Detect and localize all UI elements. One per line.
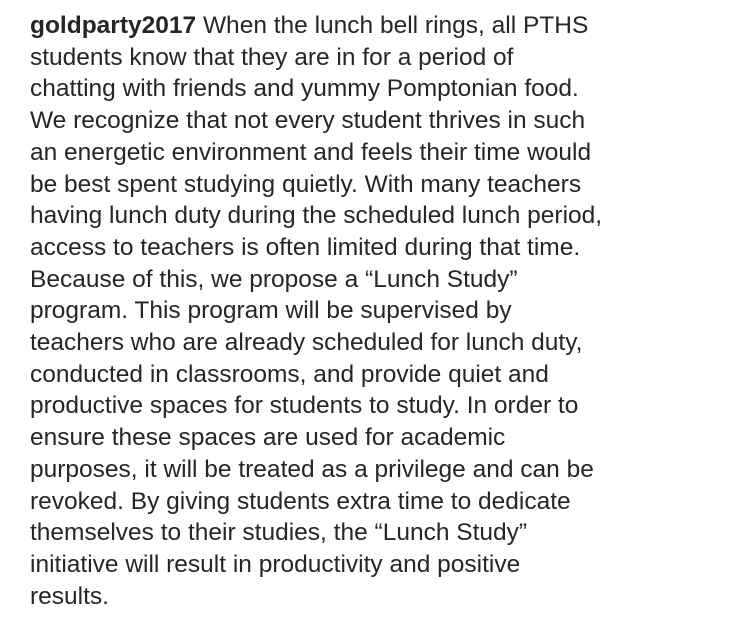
- caption-line: access to teachers is often limited during that time.: [30, 233, 581, 261]
- caption-line: teachers who are already scheduled for lunch duty,: [30, 329, 583, 357]
- caption-line: We recognize that not every student thrives in such: [30, 107, 586, 135]
- caption-line: conducted in classrooms, and provide quiet and: [30, 360, 549, 388]
- caption-line: purposes, it will be treated as a privilege and can be: [30, 455, 594, 483]
- caption-line: revoked. By giving students extra time to dedicate: [30, 487, 571, 515]
- caption-line: themselves to their studies, the “Lunch Study”: [30, 519, 528, 547]
- caption-text: When the lunch bell rings, all PTHS: [202, 12, 589, 39]
- username-link[interactable]: goldparty2017: [30, 12, 197, 39]
- caption-line: Because of this, we propose a “Lunch Study”: [30, 265, 518, 293]
- caption-line: an energetic environment and feels their time would: [30, 138, 592, 166]
- caption-line: results.: [30, 582, 109, 610]
- caption-line: chatting with friends and yummy Pomptonian food.: [30, 75, 579, 103]
- caption-line: productive spaces for students to study. In order to: [30, 392, 579, 420]
- caption-line-first: [30, 10, 742, 42]
- caption-line: students know that they are in for a period of: [30, 43, 514, 71]
- caption-line: ensure these spaces are used for academic: [30, 424, 506, 452]
- post-caption: [30, 10, 742, 612]
- caption-line: having lunch duty during the scheduled lunch period,: [30, 202, 603, 230]
- caption-line: program. This program will be supervised by: [30, 297, 512, 325]
- caption-line: initiative will result in productivity and positive: [30, 550, 521, 578]
- caption-line: be best spent studying quietly. With many teachers: [30, 170, 582, 198]
